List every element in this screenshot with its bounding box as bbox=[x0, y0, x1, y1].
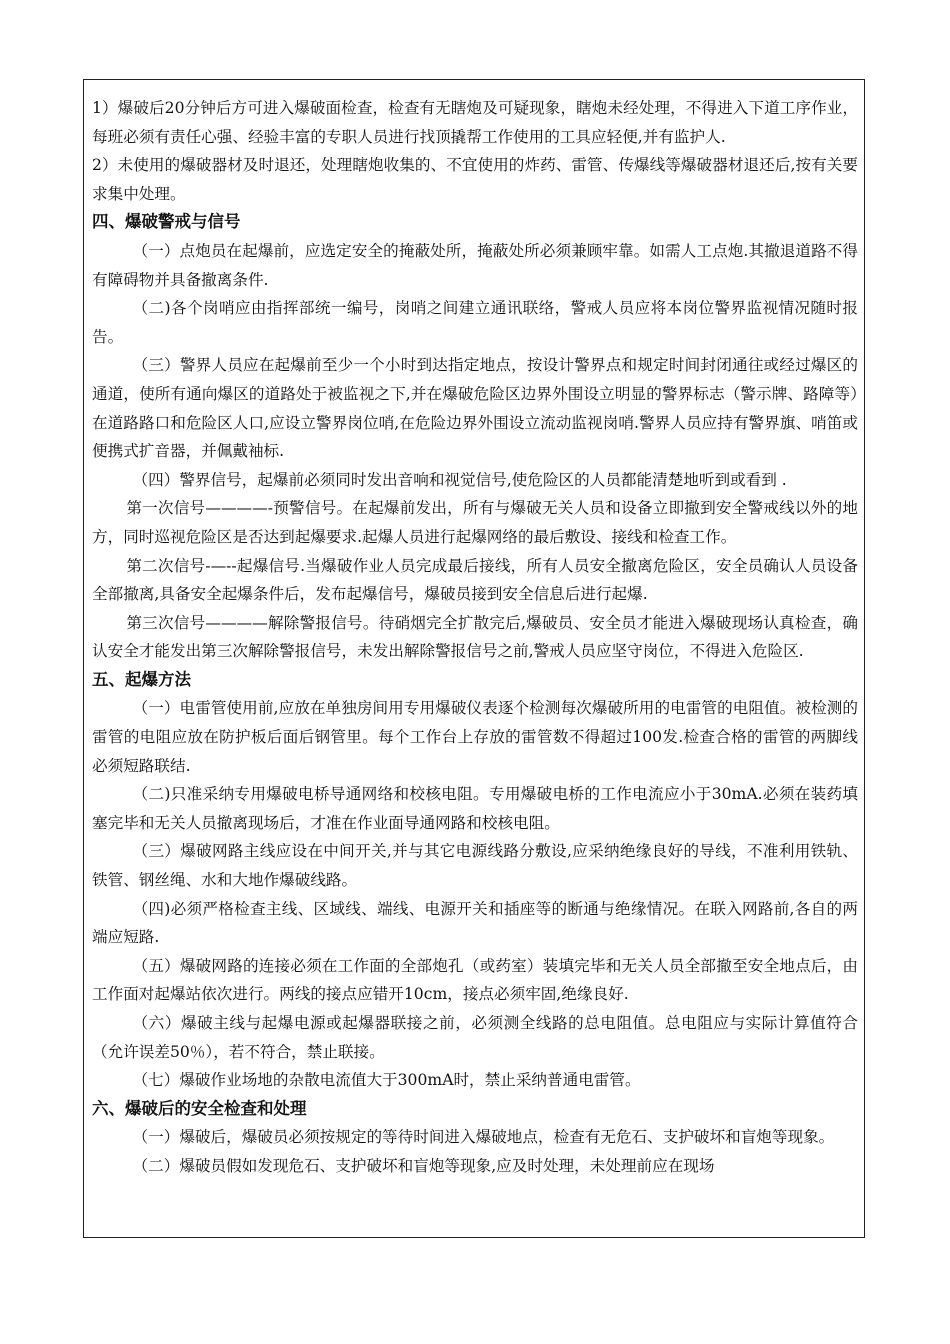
document-frame bbox=[83, 79, 865, 1238]
section6-item-2: （二）爆破员假如发现危石、支护破坏和盲炮等现象,应及时处理，未处理前应在现场 bbox=[132, 1156, 715, 1175]
section-heading-detonation-method: 五、起爆方法 bbox=[92, 669, 191, 689]
section-heading-post-blast-check: 六、爆破后的安全检查和处理 bbox=[92, 1098, 307, 1118]
section4-item-1: （一）点炮员在起爆前，应选定安全的掩蔽处所，掩蔽处所必须兼顾牢靠。如需人工点炮.其撤退道路不得有障碍物并具备撤离条件. bbox=[92, 241, 858, 289]
signal-third: 第三次信号————解除警报信号。待硝烟完全扩散完后,爆破员、安全员才能进入爆破现场认真检查，确认安全才能发出第三次解除警报信号，未发出解除警报信号之前,警戒人员应坚守岗位，不得进入危险区. bbox=[92, 613, 858, 661]
section5-item-1: （一）电雷管使用前,应放在单独房间用专用爆破仪表逐个检测每次爆破所用的电雷管的电阻值。被检测的雷管的电阻应放在防护板后面后钢管里。每个工作台上存放的雷管数不得超过100发.检查合格的雷管的两脚线必须短路联结. bbox=[92, 699, 858, 775]
paragraph-return-materials: 2）未使用的爆破器材及时退还，处理瞎炮收集的、不宜使用的炸药、雷管、传爆线等爆破器材退还后,按有关要求集中处理。 bbox=[92, 156, 858, 203]
section-heading-warning-signals: 四、爆破警戒与信号 bbox=[92, 212, 241, 232]
section5-item-6: （六）爆破主线与起爆电源或起爆器联接之前，必须测全线路的总电阻值。总电阻应与实际计算值符合（允许误差50％），若不符合，禁止联接。 bbox=[92, 1014, 858, 1061]
paragraph-inspection-after-blast: 1）爆破后20分钟后方可进入爆破面检查，检查有无瞎炮及可疑现象，瞎炮未经处理，不得进入下道工序作业，每班必须有责任心强、经验丰富的专职人员进行找顶撬帮工作使用的工具应轻便,并有监护人. bbox=[92, 99, 858, 146]
section5-item-3: （三）爆破网路主线应设在中间开关,并与其它电源线路分敷设,应采纳绝缘良好的导线，不准利用铁轨、铁管、钢丝绳、水和大地作爆破线路。 bbox=[92, 842, 858, 890]
section4-item-2: （二)各个岗哨应由指挥部统一编号，岗哨之间建立通讯联络，警戒人员应将本岗位警界监视情况随时报告。 bbox=[92, 299, 858, 346]
section5-item-5: （五）爆破网路的连接必须在工作面的全部炮孔（或药室）装填完毕和无关人员全部撤至安全地点后，由工作面对起爆站依次进行。两线的接点应错开10cm，接点必须牢固,绝缘良好. bbox=[92, 956, 858, 1004]
section4-item-3: （三）警界人员应在起爆前至少一个小时到达指定地点，按设计警界点和规定时间封闭通往或经过爆区的通道，使所有通向爆区的道路处于被监视之下,并在爆破危险区边界外围设立明显的警界标志（警示牌、路障等）在道路路口和危险区人口,应设立警界岗位哨,在危险边界外围设立流动监视岗哨.警界人员应持有警界旗、哨笛或便携式扩音器，并佩戴袖标. bbox=[92, 356, 858, 461]
signal-second: 第二次信号-—--起爆信号.当爆破作业人员完成最后接线，所有人员安全撤离危险区，安全员确认人员设备全部撤离,具备安全起爆条件后，发布起爆信号，爆破员接到安全信息后进行起爆. bbox=[92, 556, 858, 604]
section5-item-2: （二)只准采纳专用爆破电桥导通网络和校核电阻。专用爆破电桥的工作电流应小于30mA.必须在装药填塞完毕和无关人员撤离现场后，才准在作业面导通网路和校核电阻。 bbox=[92, 785, 858, 832]
signal-first: 第一次信号————-预警信号。在起爆前发出，所有与爆破无关人员和设备立即撤到安全警戒线以外的地方，同时巡视危险区是否达到起爆要求.起爆人员进行起爆网络的最后敷设、接线和检查工作。 bbox=[92, 499, 858, 546]
section5-item-4: （四)必须严格检查主线、区域线、端线、电源开关和插座等的断通与绝缘情况。在联入网路前,各自的两端应短路. bbox=[92, 899, 858, 947]
section4-item-4: （四）警界信号，起爆前必须同时发出音响和视觉信号,使危险区的人员都能清楚地听到或看到 . bbox=[132, 470, 787, 489]
section6-item-1: （一）爆破后，爆破员必须按规定的等待时间进入爆破地点，检查有无危石、支护破坏和盲炮等现象。 bbox=[132, 1128, 835, 1147]
section5-item-7: （七）爆破作业场地的杂散电流值大于300mA时，禁止采纳普通电雷管。 bbox=[132, 1071, 641, 1090]
